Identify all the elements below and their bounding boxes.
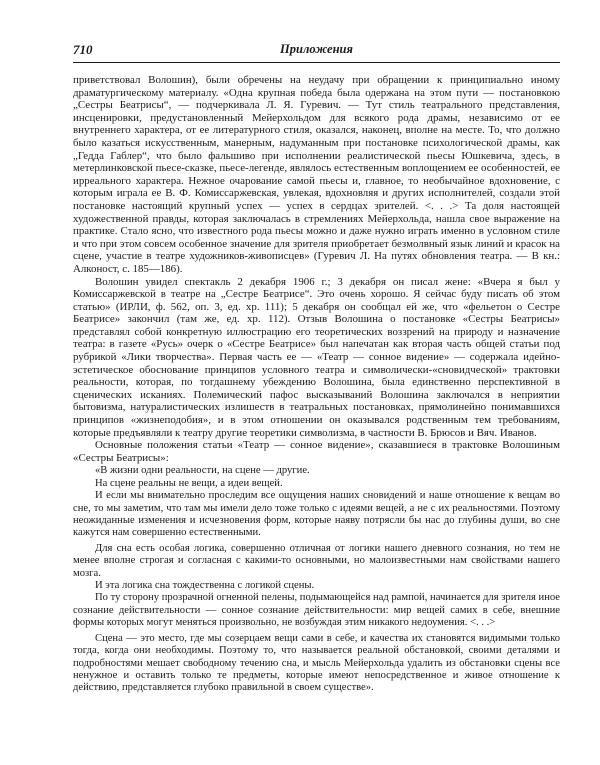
quote-line: И эта логика сна тождественна с логикой сцены. (95, 580, 315, 592)
page-header (73, 40, 560, 63)
page-body (73, 74, 560, 695)
quotation-block (73, 465, 560, 694)
book-page (73, 40, 560, 695)
quote-paragraph: Для сна есть особая логика, совершенно отличная от логики нашего дневного сознания, но тем не менее вполне строгая и согласная с какими-то основными, но малоизвестными нам свойствами нашего мозга. (73, 542, 560, 579)
page-number: 710 (73, 42, 93, 57)
paragraph-1: приветствовал Волошин), были обречены на неудачу при обращении к принципиально иному драматургическому материалу. «Одна крупная победа была одержана на этом пути — постановкою „Сестры Беатрисы“, — подчеркивала Л. Я. Гуревич. — Тут стиль театрального представления, инсценировки, предустановленный Мейерхольдом для всякого рода драмы, независимо от ее внутреннего характера, от ее литературного стиля, оказался, наконец, вполне на месте. То, что должно было казаться искусственным, манерным, надуманным при постановке психологической драмы, как „Гедда Габлер“, что было фальшиво при исполнении реалистической пьесы Юшкевича, здесь, в метерлинковской пьесе-сказке, пьесе-легенде, являлось естественным воплощением ее особенностей, ее ирреального характера. Нежное очарование самой пьесы и, главное, то необычайное вдохновение, с которым играла ее В. Ф. Комиссаржевская, увлекая, вдохновляя и других исполнителей, создали этой постановке настоящий крупный успех — успех в сердцах зрителей. <. . .> Та доля настоящей художественной правды, которая заключалась в стремлениях Мейерхольда, нашла свое выражение на практике. Стало ясно, что известного рода пьесы можно и даже нужно играть именно в условном стиле и что при этом совсем особенное значение для зрителя приобретает безмолвный язык линий и красок на сцене, участие в театре художников-живописцев» (Гуревич Л. На путях обновления театра. — В кн.: Алконост, с. 185—186). (73, 74, 560, 275)
paragraph-3: Основные положения статьи «Театр — сонное видение», сказавшиеся в трактовке Волошиным «Сестры Беатрисы»: (73, 439, 560, 464)
running-head: Приложения (280, 42, 353, 56)
quote-paragraph: По ту сторону прозрачной огненной пелены, подымающейся над рампой, начинается для зрителя иное сознание действительности — сонное сознание действительности: мир вещей самих в себе, внешние формы которых могут меняться произвольно, не возбуждая этим никакого недоумения. <. . .> (73, 592, 560, 629)
quote-paragraph: Сцена — это место, где мы созерцаем вещи сами в себе, и качества их становятся видимыми только тогда, когда они необходимы. Поэтому то, что называется реальной обстановкой, своими деталями и подробностями мешает свободному течению сна, и мысль Мейерхольда удалить из обстановки сцены все ненужное и оставить только те предметы, которые имеют непосредственное и живое отношение к действию, представляется глубоко правильной в своем существе». (73, 632, 560, 694)
quote-line: «В жизни одни реальности, на сцене — другие. (95, 465, 310, 477)
quote-line: На сцене реальны не вещи, а идеи вещей. (95, 477, 283, 489)
quote-paragraph: И если мы внимательно проследим все ощущения наших сновидений и наше отношение к вещам во сне, то мы заметим, что там мы имели дело тоже только с идеями вещей, а не с их реальностями. Поэтому неожиданные изменения и исчезновения форм, которые наяву потрясли бы нас до глубины души, во сне кажутся нам совершенно естественными. (73, 490, 560, 539)
paragraph-2: Волошин увидел спектакль 2 декабря 1906 г.; 3 декабря он писал жене: «Вчера я был у Комиссаржевской в театре на „Сестре Беатрисе“. Это очень хорошо. Я сейчас буду писать об этом статью» (ИРЛИ, ф. 562, оп. 3, ед. хр. 111); 5 декабря он сообщал ей же, что «фельетон о Сестре Беатрисе» закончил (там же, ед. хр. 112). Отзыв Волошина о постановке «Сестры Беатрисы» представлял собой конкретную иллюстрацию его теоретических воззрений на природу и назначение театра: в газете «Русь» очерк о «Сестре Беатрисе» был напечатан как вторая часть общей статьи под рубрикой «Лики творчества». Первая часть ее — «Театр — сонное видение» — содержала идейно-эстетическое обоснование принципов условного театра и символически-«сновидческой» трактовки реальности, которая, по тогдашнему убеждению Волошина, была единственно перспективной в сценических исканиях. Полемический пафос высказываний Волошина заключался в неприятии бытовизма, натуралистических излишеств в театральных постановках, прямолинейно понимавшихся принципов «жизнеподобия», и в этом отношении он оказывался родственным тем требованиям, которые предъявляли к театру другие теоретики символизма, в частности В. Брюсов и Вяч. Иванов. (73, 275, 560, 439)
